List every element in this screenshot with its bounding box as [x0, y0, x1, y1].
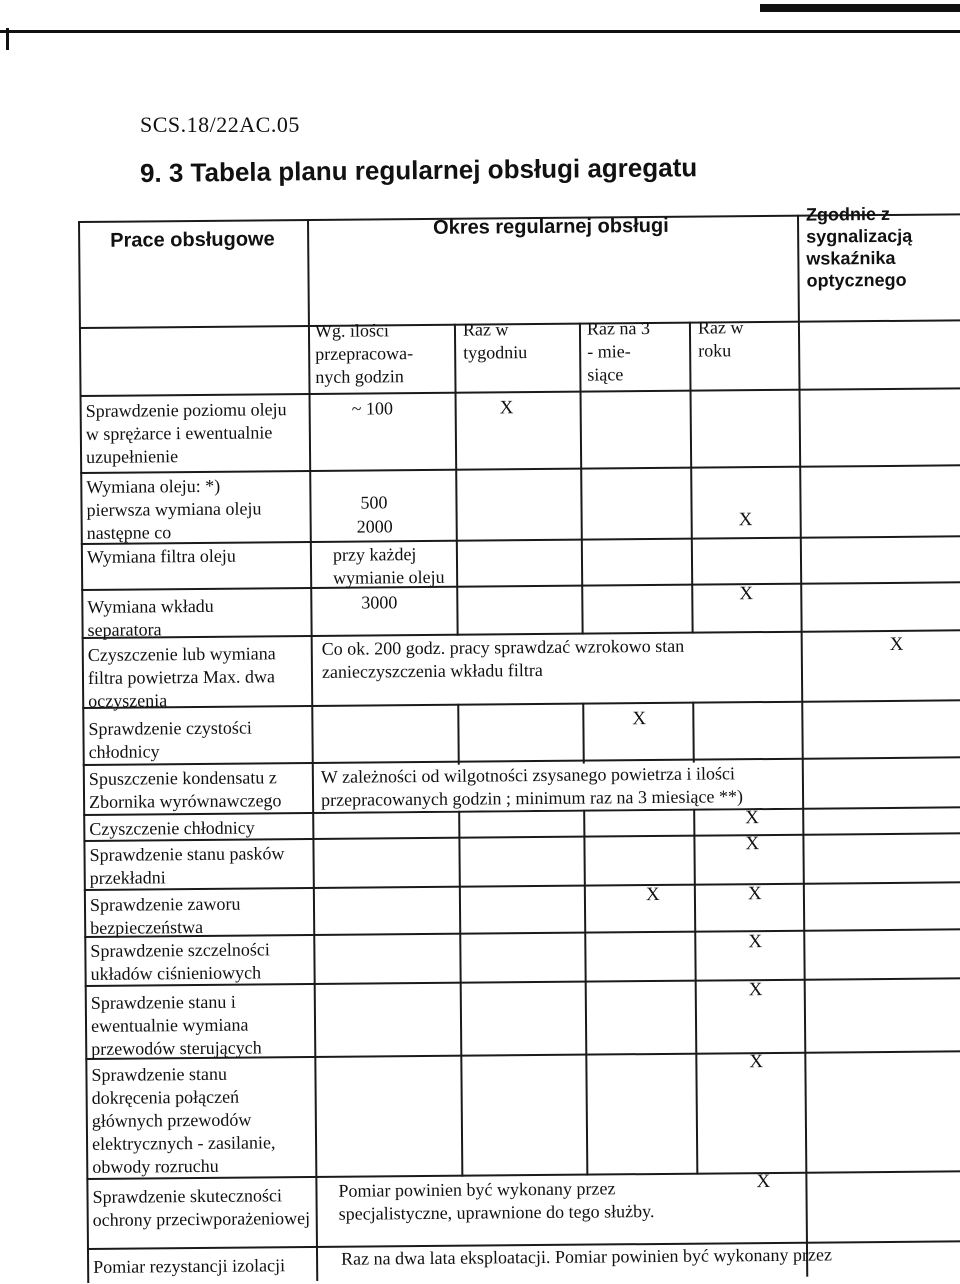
task-cell — [88, 642, 309, 713]
document-id: SCS.18/22AC.05 — [140, 112, 300, 137]
task-cell — [92, 1184, 312, 1232]
yearly-mark: X — [745, 833, 760, 855]
task-text: Sprawdzenie poziomu oleju w sprężarce i ewentualnie uzupełnienie — [85, 399, 287, 467]
note-cell — [322, 634, 742, 684]
task-cell — [87, 595, 237, 642]
task-cell — [88, 716, 288, 764]
subheader-weekly — [463, 318, 543, 365]
task-cell — [89, 842, 309, 890]
yearly-mark: X — [756, 1171, 771, 1193]
yearly-mark: X — [747, 883, 762, 905]
task-text: Sprawdzenie czystości chłodnicy — [88, 717, 252, 762]
header-work: Prace obsługowe — [110, 228, 275, 252]
task-cell — [91, 990, 282, 1061]
row-divider — [80, 387, 960, 396]
task-text: Sprawdzenie zaworu bezpieczeństwa — [89, 893, 241, 938]
page-title: 9. 3 Tabela planu regularnej obsługi agregatu — [139, 152, 698, 188]
header-indicator-text: Zgodnie z sygnalizacją wskaźnika optycznego — [805, 203, 913, 291]
column-divider — [454, 324, 458, 636]
hours-next: 2000 — [356, 516, 393, 537]
yearly-mark: X — [745, 807, 760, 829]
indicator-mark: X — [889, 633, 904, 655]
hours-cell: ~ 100 — [351, 398, 393, 419]
yearly-mark: X — [738, 509, 753, 531]
task-cell: Wymiana filtra oleju — [86, 545, 236, 567]
hours-cell: 3000 — [361, 592, 398, 613]
row-divider — [81, 581, 960, 590]
quarterly-mark: X — [632, 708, 647, 730]
task-cell — [90, 938, 290, 986]
quarterly-mark: X — [645, 883, 660, 906]
header-period: Okres regularnej obsługi — [432, 214, 669, 239]
task-text: Wymiana wkładu separatora — [87, 595, 214, 640]
note-cell — [321, 762, 801, 812]
task-cell — [89, 766, 304, 814]
yearly-mark: X — [749, 1051, 764, 1073]
weekly-mark: X — [499, 397, 514, 419]
task-cell — [91, 1062, 292, 1179]
task-cell — [86, 474, 287, 545]
subheader-hours-text: Wg. ilości przepracowa- nych godzin — [314, 320, 414, 387]
table-border-left — [78, 221, 89, 1283]
subheader-hours — [315, 319, 426, 389]
task-text: Spuszczenie kondensatu z Zbornika wyrównawczego — [88, 767, 282, 812]
subheader-yearly — [698, 316, 768, 363]
task-cell: Czyszczenie chłodnicy — [89, 817, 255, 839]
task-text: Sprawdzenie stanu dokręcenia połączeń głównych przewodów elektrycznych - zasilanie, obwody rozruchu — [91, 1063, 276, 1177]
yearly-mark: X — [739, 583, 754, 605]
task-cell — [86, 398, 302, 469]
column-divider — [689, 322, 693, 634]
hours-cell — [333, 543, 463, 590]
column-divider — [579, 323, 583, 635]
task-text: Sprawdzenie stanu i ewentualnie wymiana przewodów sterujących — [90, 991, 262, 1059]
task-text: Sprawdzenie stanu pasków przekładni — [89, 843, 285, 888]
column-divider — [797, 215, 808, 1277]
note-cell — [338, 1177, 708, 1226]
task-text: Wymiana oleju: *) pierwsza wymiana oleju następne co — [86, 475, 262, 543]
hours-text: przy każdej wymianie oleju — [332, 544, 445, 588]
subheader-weekly-text: Raz w tygodniu — [462, 319, 528, 363]
note-cell: Raz na dwa lata eksploatacji. Pomiar powinien być wykonany przez — [340, 1244, 832, 1269]
task-text: Sprawdzenie skuteczności ochrony przeciwporażeniowej — [92, 1185, 311, 1230]
yearly-mark: X — [748, 979, 763, 1001]
task-text: Sprawdzenie szczelności układów ciśnieniowych — [90, 939, 270, 984]
subheader-yearly-text: Raz w roku — [697, 317, 744, 361]
task-cell: Pomiar rezystancji izolacji — [93, 1255, 286, 1277]
note-text: Pomiar powinien być wykonany przez specjalistyczne, uprawnione do tego służby. — [338, 1178, 655, 1224]
note-text: W zależności od wilgotności zsysanego powietrza i ilości przepracowanych godzin ; minimum raz na 3 miesiące **) — [320, 763, 743, 810]
subheader-quarterly — [587, 317, 658, 387]
header-indicator — [806, 203, 937, 292]
note-text: Co ok. 200 godz. pracy sprawdzać wzrokowo stan zanieczyszczenia wkładu filtra — [321, 635, 685, 682]
task-text: Czyszczenie lub wymiana filtra powietrza Max. dwa oczyszenia — [87, 643, 276, 711]
task-cell — [90, 892, 290, 940]
subheader-quarterly-text: Raz na 3 - mie- siące — [586, 318, 651, 385]
hours-first: 500 — [360, 492, 388, 513]
yearly-mark: X — [748, 931, 763, 953]
